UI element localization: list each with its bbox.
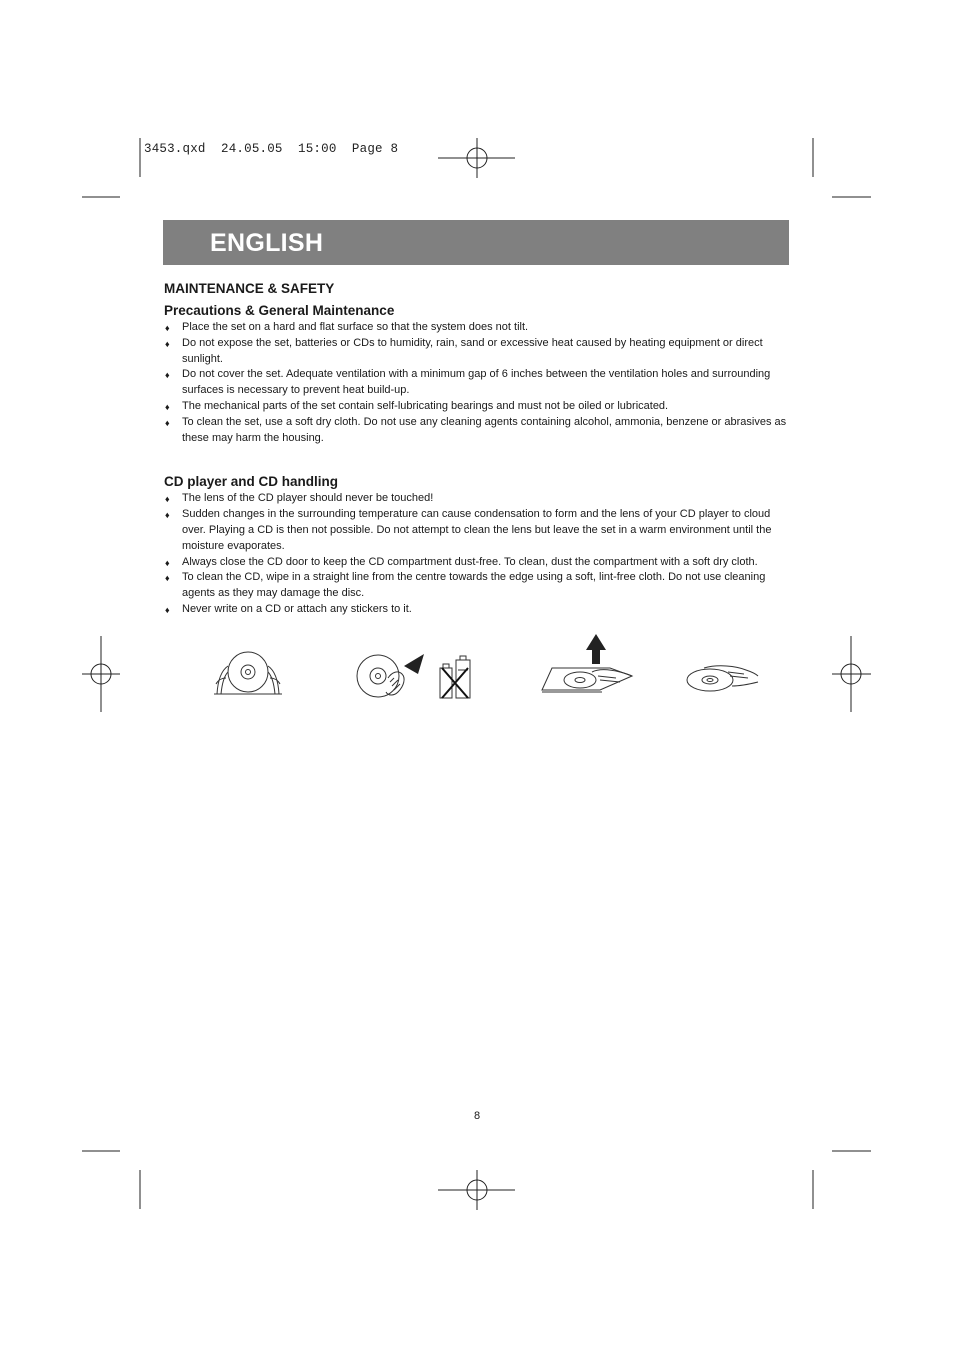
page-number: 8 <box>473 1110 481 1122</box>
cd-handling-title: CD player and CD handling <box>164 474 339 490</box>
bullet-icon: ♦ <box>165 323 170 333</box>
list-item <box>164 336 788 368</box>
list-item-text: The lens of the CD player should never be touched! <box>182 492 434 505</box>
section-title: MAINTENANCE & SAFETY <box>164 281 335 296</box>
precautions-title: Precautions & General Maintenance <box>164 303 395 318</box>
bullet-icon: ♦ <box>165 401 170 412</box>
list-item-text: Sudden changes in the surrounding temperature can cause condensation to form and the lens of your CD player to cloud over. Playing a CD is then not possible. Do not attempt to clean the lens but leave the set in a warm environment until the moisture evaporates. <box>182 508 772 552</box>
precautions-list <box>164 320 788 446</box>
language-banner <box>163 220 789 265</box>
list-item <box>164 555 788 571</box>
list-item-text: Place the set on a hard and flat surface so that the system does not tilt. <box>182 321 529 333</box>
list-item-text: Do not cover the set. Adequate ventilation with a minimum gap of 6 inches between the ventilation holes and surrounding surfaces is necessary to prevent heat build-up. <box>182 368 771 397</box>
list-item <box>164 415 788 447</box>
no-cleaning-agents-icon <box>436 654 474 700</box>
bullet-icon: ♦ <box>165 417 170 428</box>
list-item-text: To clean the set, use a soft dry cloth. Do not use any cleaning agents containing alcohol, ammonia, benzene or abrasives as these may harm the housing. <box>182 415 787 444</box>
bullet-icon: ♦ <box>165 604 170 615</box>
cd-on-palm-icon <box>684 660 760 694</box>
list-item <box>164 507 788 554</box>
main-content <box>164 281 788 618</box>
list-item-text: The mechanical parts of the set contain self-lubricating bearings and must not be oiled or lubricated. <box>182 399 669 412</box>
bullet-icon: ♦ <box>165 510 170 521</box>
list-item-text: Always close the CD door to keep the CD compartment dust-free. To clean, dust the compartment with a soft dry cloth. <box>182 555 758 568</box>
cd-held-by-hands-icon <box>212 648 284 698</box>
bullet-icon: ♦ <box>165 557 170 568</box>
cd-handling-list <box>164 491 788 617</box>
banner-title: ENGLISH <box>210 229 324 257</box>
list-item-text: Never write on a CD or attach any stickers to it. <box>182 602 412 615</box>
bullet-icon: ♦ <box>165 338 170 349</box>
list-item-text: Do not expose the set, batteries or CDs to humidity, rain, sand or excessive heat caused by heating equipment or direct sunlight. <box>182 336 763 365</box>
list-item <box>164 367 788 399</box>
bullet-icon: ♦ <box>165 494 170 505</box>
bullet-icon: ♦ <box>165 370 170 381</box>
list-item <box>164 320 788 336</box>
cd-tray-insert-icon <box>540 632 636 696</box>
list-item <box>164 399 788 415</box>
cd-wiping-cloth-icon <box>354 652 426 700</box>
list-item <box>164 491 788 507</box>
list-item <box>164 570 788 602</box>
file-slug: 3453.qxd 24.05.05 15:00 Page 8 <box>144 142 399 156</box>
list-item-text: To clean the CD, wipe in a straight line from the centre towards the edge using a soft, lint-free cloth. Do not use cleaning agents as they may damage the disc. <box>182 571 766 600</box>
bullet-icon: ♦ <box>165 573 170 584</box>
list-item <box>164 602 788 618</box>
